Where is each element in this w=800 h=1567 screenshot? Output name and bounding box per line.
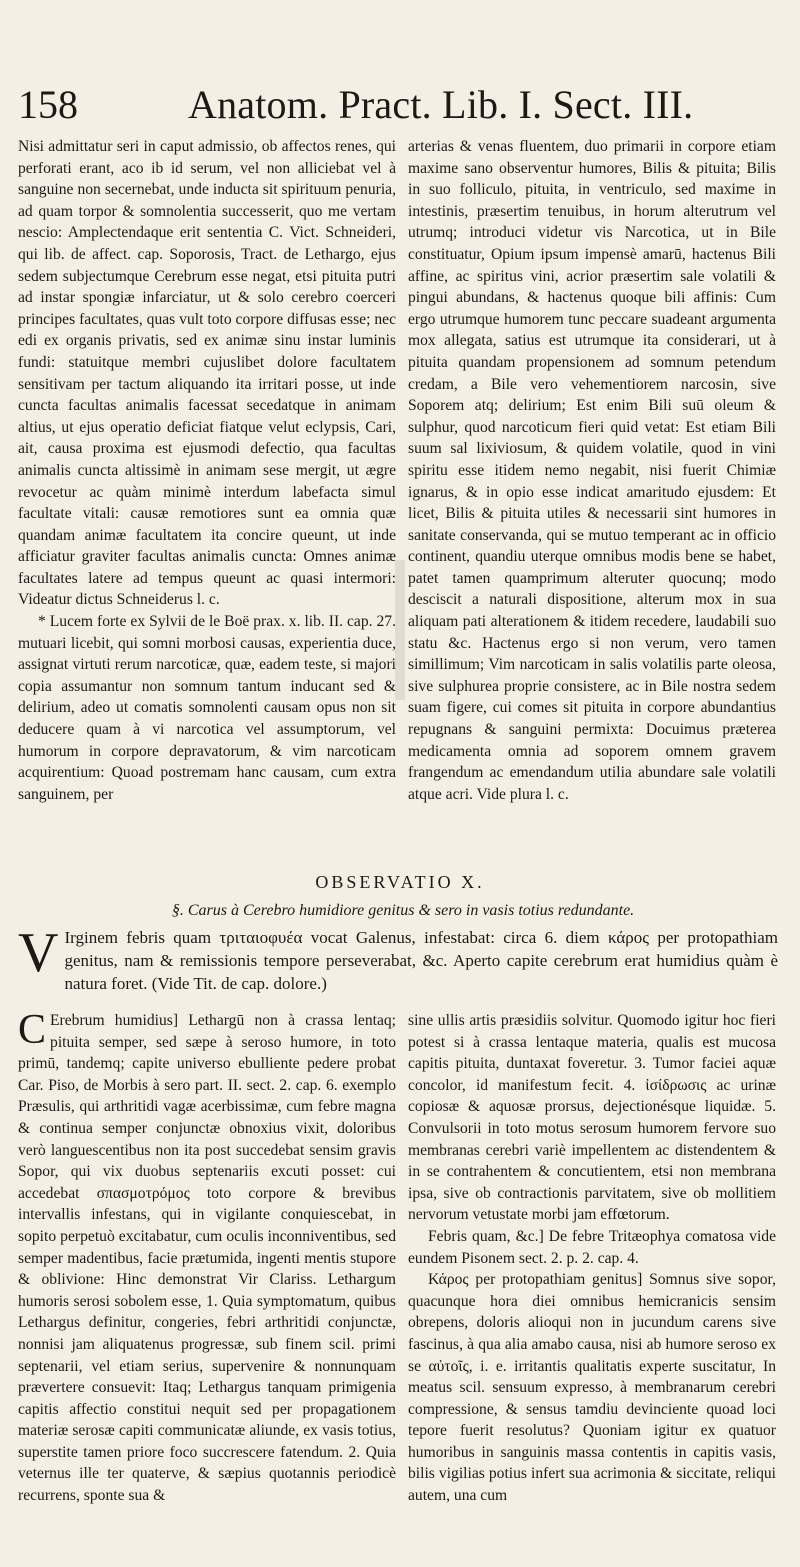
right-bottom-paragraph-2: Febris quam, &c.] De febre Tritæophya comatosa vide eundem Pisonem sect. 2. p. 2. cap. 4. <box>408 1227 776 1267</box>
observatio-subtitle: §. Carus à Cerebro humidiore genitus & sero in vasis totius redundante. <box>171 902 635 919</box>
right-bottom-paragraph-1: sine ullis artis præsidiis solvitur. Quomodo igitur hoc fieri potest si à crassa lentaque materia, qualis est mucosa capitis pituita, duntaxat foveretur. 3. Tumor faciei aquæ concolor, id manifestum fecit. 4. ἰσίδρωσις ac urinæ copiosæ & aquosæ prorsus, dejectionésque liquidæ. 5. Convulsorii in toto motus serosum humorem fervore suo membranas cerebri variè impellentem ac distendentem & in se contrahentem & concutientem, etsi non membrana ipsa, sive ob contractionis parvitatem, sive ob mollitiem nervorum vetustate morbi jam effœtorum. <box>408 1012 776 1224</box>
observatio-text: Irginem febris quam τριταιοφυέα vocat Galenus, infestabat: circa 6. diem κάρος per protopathiam genitus, nam & remissionis tempore perseverabat, &c. Aperto capite cerebrum erat humidius quàm è natura foret. (Vide Tit. de cap. dolore.) <box>64 928 778 993</box>
observatio-title: OBSERVATIO X. <box>315 872 485 892</box>
right-column-bottom <box>408 1010 776 1507</box>
page-header <box>18 84 778 130</box>
right-top-paragraph: arterias & venas fluentem, duo primarii in corpore etiam maxime sano observentur humores, Bilis & pituita; Bilis in suo folliculo, pituita, in ventriculo, sed maxime in intestinis, præsertim tenuibus, in horum alterutrum vel utrumq; introduci videtur vis Narcotica, ut in Bile constituatur, Opium ipsum impensè amarū, hactenus Bili affine, ac spiritus vini, acrior præsertim sale volatili & pingui abundans, & hactenus quoque bili affinis: Cum ergo utrumque humorem tunc peccare suadeant argumenta mox allegata, satius est utrumque ita considerari, ut à pituita quandam propensionem ad somnum petendum credam, a Bile vero vehementiorem narcosin, sive Soporem atq; delirium; Est enim Bili suū oleum & sulphur, quod narcoticum fieri quid vetat: Est etiam Bili suum sal lixiviosum, & quidem volatile, quod in vini spiritu esse itidem nemo negabit, nisi fuerit Chimiæ ignarus, & in opio esse indicat amaritudo ejusdem: Et licet, Bilis & pituita utiles & necessarii sint humores in sanitate conservanda, qui se mutuo temperant ac in officio continent, quandiu uterque omnibus modis bene se habet, patet tamen quamprimum alteruter quocunq; modo desciscit a naturali dispositione, alterum mox in sua aliquam pati alterationem & itidem recedere, laudabili suo statu &c. Hactenus ergo si non verum, vero tamen simillimum; Vim narcoticam in salis volatilis parte oleosa, sive sulphurea proprie consistere, ac in Bile nostra sedem suam figere, cui comes sit pituita in corpore abundantius repugnans & sanguini permixta: Docuimus præterea medicamenta omnia ad soporem omnem gravem frangendum ac emendandum utilia abundare sale volatili atque acri. Vide plura l. c. <box>408 138 776 803</box>
left-column-bottom <box>18 1007 396 1507</box>
page-number: 158 <box>18 82 78 127</box>
dropcap-v: V <box>18 922 59 984</box>
right-column-top <box>408 136 776 805</box>
observatio-paragraph <box>18 922 778 995</box>
left-top-paragraph: Nisi admittatur seri in caput admissio, ob affectos renes, qui perforati erant, aco ib id serum, vel non alliciebat vel à sanguine non secernebat, unde inducta sit spirituum penuria, ad quam torpor & somnolentia successerit, quo me vertam nescio: Amplectendaque erit sententia C. Vict. Schneideri, qui lib. de affect. cap. Soporosis, Tract. de Lethargo, ejus sedem subjectumque Cerebrum esse negat, etsi pituita putri ad instar spongiæ infarciatur, ut & solo cerebro coerceri principes facultates, quas vult toto corpore diffusas esse; nec edi ex organis privatis, sed ex animæ sinu instar luminis fundi: statuitque membri cujuslibet dolore facultatem sensitivam per tactum aliquando ita irritari posse, ut inde cuncta facultas animalis facessat secedatque in animam altius, ut ejus operatio deficiat fiatque velut eclypsis, Cari, ait, causa proxima est ejusmodi defectio, qua facultas animalis cuncta altissimè in animam sese mergit, ut ægre revocetur ac quàm minimè interdum labefacta simul facultate vitali: causæ remotiores sunt ea omnia quæ quandam animæ facultatem ita concire queunt, ut inde afficiatur graviter facultas animalis cuncta: Omnes animæ facultates latere ad tempus queunt ac quasi intermori: Videatur dictus Schneiderus l. c. <box>18 138 396 609</box>
right-bottom-paragraph-3: Κάρος per protopathiam genitus] Somnus sive sopor, quacunque hora diei omnibus hemicranicis sensim obrepens, doloris alioqui non in jucundum carens sive fascinus, à qua alia amabo causa, nisi ab humore seroso ex se αὐτοῖς, i. e. irritantis qualitatis experte suscitatur, In meatus scil. sensuum expresso, à membranarum cerebri compressione, & sensus tamdiu devinciente quoad loci tepore fuerit resolutus? Quoniam igitur ex quatuor humoribus in sanguinis massa contentis in capitis vasis, bilis vigilias potius infert sua acrimonia & siccitate, reliqui autem, una cum <box>408 1271 776 1505</box>
left-bottom-text: Erebrum humidius] Lethargū non à crassa lentaq; pituita semper, sed sæpe à seroso humore, in toto primū, tandemq; capite universo ebulliente pedere probat Car. Piso, de Morbis à sero part. II. sect. 2. cap. 6. exemplo Præsulis, qui arthritidi vagæ acerbissimæ, cum febre magna & continua semper conjunctæ obnoxius vixit, doloribus verò languescentibus non ita post succedebat sensim gravis Sopor, qui vix duobus septenariis excuti posset: cui accedebat σπασμοτρόμος toto corpore & brevibus intervallis infestans, qui in vigilante conquiescebat, in sopito perpetuò excitabatur, cum oculis inconniventibus, sed semper madentibus, facie prætumida, ingenti mentis stupore & oblivione: Hinc demonstrat Vir Clariss. Lethargum humoris serosi sobolem esse, 1. Quia symptomatum, quibus Lethargus definitur, congeries, febri arthritidi conjunctæ, nonnisi jam aliquatenus progressæ, sub finem scil. primi septenarii, vel etiam serius, supervenire & nonnunquam prævertere consuevit: Itaq; Lethargus tanquam primigenia capitis affectio constitui nequit sed per propagationem materiæ serosæ capiti communicatæ aliunde, ex vasis totius, superstite tamen priore foco succrescere fatendum. 2. Quia veternus ille ter quaterve, & sæpius quotannis periodicè recurrens, sponte sua & <box>18 1012 396 1505</box>
dropcap-c: C <box>18 1007 47 1053</box>
running-title: Anatom. Pract. Lib. I. Sect. III. <box>188 82 694 127</box>
gutter-shadow <box>395 560 405 700</box>
left-column-top <box>18 136 396 805</box>
left-bottom-paragraph <box>18 1007 396 1507</box>
left-top-footnote: * Lucem forte ex Sylvii de le Boë prax. x. lib. II. cap. 27. mutuari licebit, qui somni morbosi causas, experientia duce, assignat virtuti rerum narcoticæ, quæ, eadem teste, si majori copia assumantur non somnum tantum inducant sed & delirium, adeo ut comatis somnolenti causam opus non sit deducere quam à vi narcotica vel assumptorum, vel humorum in corpore depravatorum, & vim narcoticam acquirentium: Quoad postremam hanc causam, cum extra sanguinem, per <box>18 613 396 803</box>
